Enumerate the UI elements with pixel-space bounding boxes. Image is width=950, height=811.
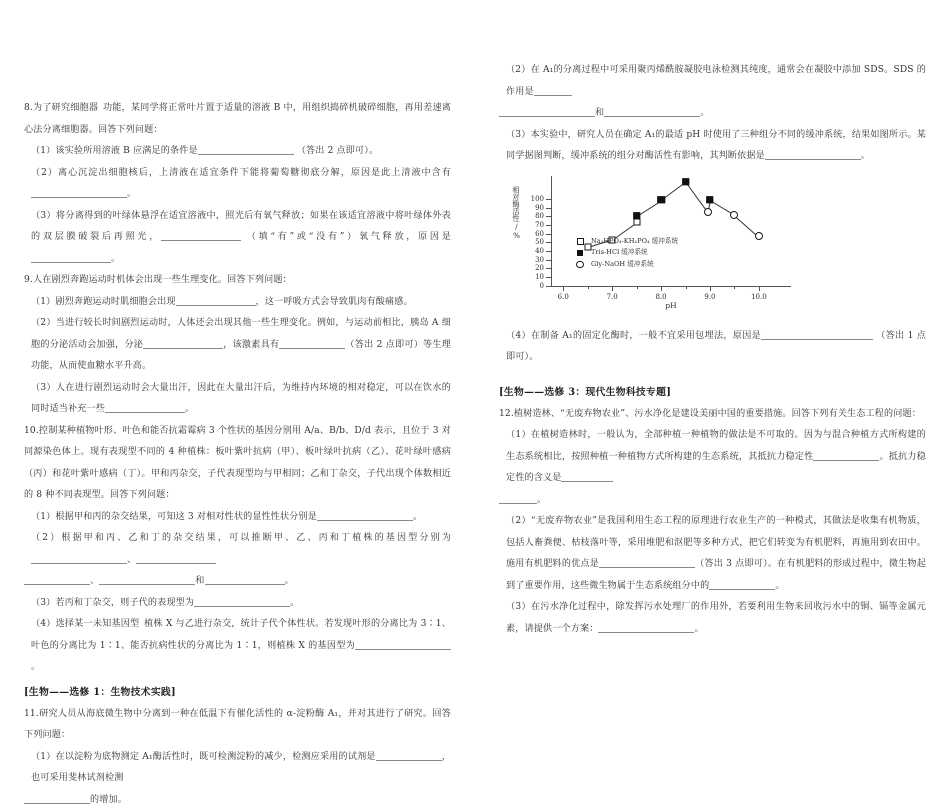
chart-y-tick-label: 90 [535, 204, 544, 212]
question-10-item-3-b: 。 [290, 598, 299, 608]
question-10-item-2-a: （2）根据甲和丙、乙和丁的杂交结果，可以推断甲、乙、丙和丁植株的基因型分别为 [31, 533, 451, 543]
question-10-item-2-c: 、 [90, 576, 99, 586]
answer-blank[interactable] [376, 749, 442, 761]
question-11-item-3-a: （3）本实验中，研究人员在确定 A₁的最适 pH 时使用了三种组分不同的缓冲系统，结果如图所示。某同学据图判断，缓冲系统的组分对酶活性有影响，其判断依据是 [506, 130, 926, 162]
chart-x-axis-title: pH [551, 301, 791, 310]
answer-blank[interactable] [31, 186, 127, 198]
question-10-item-1 [24, 507, 451, 529]
section-header-elective-3: [生物——选修 3：现代生物科技专题] [499, 381, 926, 404]
question-9-item-1 [24, 292, 451, 314]
question-8-item-3-tail: 。 [111, 254, 120, 264]
chart-x-tick-minor [686, 286, 687, 289]
question-9-item-1-a: （1）剧烈奔跑运动时肌细胞会出现 [31, 297, 176, 307]
question-12-item-1-a: （1）在植树造林时，一般认为，全部种植一种植物的做法是不可取的。因为与混合种植方式所构建的生态系统相比，按照种植一种植物方式所构建的生态系统，其抵抗力稳定性 [506, 430, 926, 462]
chart-y-tick-label: 60 [535, 230, 544, 238]
question-9-item-3-b: 。 [185, 404, 194, 414]
question-11-item-4-b: （答出 1 点即可）。 [506, 331, 926, 363]
chart-legend-marker-icon [575, 250, 585, 256]
chart-data-point [706, 196, 714, 204]
question-10-item-2-e: 。 [285, 576, 294, 586]
chart-y-tick-label: 80 [535, 212, 544, 220]
chart-legend [575, 236, 678, 271]
enzyme-activity-ph-chart [513, 172, 813, 322]
chart-x-tick-minor [637, 286, 638, 289]
question-9-stem-text: 9.人在剧烈奔跑运动时机体会出现一些生理变化。回答下列问题： [24, 275, 292, 285]
question-11-item-1-b: ，也可采用斐林试剂检测 [31, 752, 451, 784]
question-12-stem [499, 404, 926, 426]
section-header-elective-1: [生物——选修 1：生物技术实践] [24, 681, 451, 704]
question-11-item-3-b: 。 [861, 151, 870, 161]
question-9-item-2-c: （答出 2 点即可）等生理功能，从而使血糖水平升高。 [31, 340, 451, 372]
question-9-item-2-a: （2）当进行较长时间剧烈运动时，人体还会出现其他一些生理变化。例如，与运动前相比，胰岛 A 细胞的分泌活动会加强，分泌 [31, 318, 451, 350]
chart-data-point [633, 212, 641, 220]
answer-blank[interactable] [31, 552, 127, 564]
question-9-item-2 [24, 313, 451, 378]
chart-y-tick-label: 50 [535, 238, 544, 246]
question-8-item-3-text: （3）将分离得到的叶绿体悬浮在适宜溶液中，照光后有氧气释放；如果在该适宜溶液中将叶绿体外表的双层膜破裂后再照光， [31, 211, 451, 243]
question-10-item-4-b: 。 [31, 662, 40, 672]
question-10-stem-text: 10.控制某种植物叶形、叶色和能否抗霜霉病 3 个性状的基因分别用 A/a、B/b、D/d 表示，且位于 3 对同源染色体上。现有表现型不同的 4 种植株：板叶紫叶抗病（甲）、板叶绿叶抗病（乙）、花叶绿叶感病（丙）和花叶紫叶感病（丁）。甲和丙杂交，子代表现型均与甲相同；乙和丁杂交，子代出现个体数相近的 8 种不同表现型。回答下列问题： [24, 426, 451, 501]
answer-blank[interactable] [355, 638, 451, 650]
question-9-item-2-b: ，该激素具有 [223, 340, 279, 350]
right-column [475, 0, 950, 672]
question-12-item-3-a: （3）在污水净化过程中，除发挥污水处理厂的作用外，若要利用生物来回收污水中的铜、镉等金属元素，请提供一个方案： [506, 602, 926, 634]
answer-blank[interactable] [599, 556, 695, 568]
chart-y-tick-label: 70 [535, 221, 544, 229]
question-11-item-2-b: 和 [595, 108, 604, 118]
question-8-item-1-tail: （答出 2 点即可）。 [297, 146, 378, 156]
spacer [499, 369, 926, 379]
answer-blank[interactable] [765, 148, 861, 160]
answer-blank[interactable] [561, 470, 613, 482]
chart-y-axis-title: 相对酶活性/% [511, 186, 521, 272]
chart-legend-marker-icon [575, 261, 585, 269]
question-8-item-1-text: （1）该实验所用溶液 B 应满足的条件是 [31, 146, 198, 156]
chart-x-tick [661, 286, 662, 291]
question-8-stem-text: 8.为了研究细胞器 功能，某同学将正常叶片置于适量的溶液 B 中，用组织捣碎机破碎细胞，再用差速离心法分离细胞器。回答下列问题： [24, 103, 451, 135]
chart-legend-item [575, 259, 678, 271]
question-12-item-1-b: 。抵抗力稳定性的含义是 [506, 452, 926, 484]
question-10-item-2-b: 、 [127, 555, 136, 565]
answer-blank[interactable] [279, 337, 345, 349]
chart-data-point [657, 196, 665, 204]
question-12-item-2-b: （答出 3 点即可）。在有机肥料的形成过程中，微生物起到了重要作用，这些微生物属于生态系统组分中的 [506, 559, 926, 591]
chart-y-tick-label: 0 [540, 282, 544, 290]
question-12-item-2-a: （2）“无废弃物农业”是我国利用生态工程的原理进行农业生产的一种模式，其做法是收集有机物质，包括人畜粪便、枯枝落叶等，采用堆肥和沤肥等多种方式，把它们转变为有机肥料，再施用到农田中。施用有机肥料的优点是 [506, 516, 926, 569]
question-11-stem-text: 11.研究人员从海底微生物中分离到一种在低温下有催化活性的 α-淀粉酶 A₁，并对其进行了研究。回答下列问题： [24, 709, 451, 741]
question-10-item-3-a: （3）若丙和丁杂交，则子代的表现型为 [31, 598, 194, 608]
question-11-item-3 [499, 125, 926, 168]
chart-x-tick-minor [734, 286, 735, 289]
question-11-stem [24, 704, 451, 747]
chart-y-tick-label: 100 [531, 195, 544, 203]
question-8-item-3 [24, 206, 451, 271]
question-8-stem [24, 98, 451, 141]
answer-blank[interactable] [604, 105, 700, 117]
chart-y-tick-label: 40 [535, 247, 544, 255]
question-11-item-4 [499, 326, 926, 369]
question-12-item-1-c: 。 [537, 495, 546, 505]
question-10-item-4-a: （4）选择某一未知基因型 植株 X 与乙进行杂交，统计子代个体性状。若发现叶形的分离比为 3∶1、叶色的分离比为 1∶1、能否抗病性状的分离比为 1∶1，则植株 X 的基因型为 [31, 619, 451, 651]
chart-legend-label: Na₂HPO₄-KH₂PO₄ 缓冲系统 [591, 236, 678, 248]
question-10-item-2-d: 和 [195, 576, 204, 586]
answer-blank[interactable] [709, 578, 775, 590]
answer-blank[interactable] [534, 84, 572, 96]
answer-blank[interactable] [499, 492, 537, 504]
answer-blank[interactable] [194, 595, 290, 607]
question-12-item-3 [499, 597, 926, 640]
question-10-item-2-cont [24, 571, 451, 593]
question-12-item-2 [499, 511, 926, 597]
question-11-item-1-cont [24, 790, 451, 811]
chart-x-tick [612, 286, 613, 291]
question-12-item-3-b: 。 [694, 624, 703, 634]
chart-y-tick-label: 30 [535, 256, 544, 264]
chart-x-tick [759, 286, 760, 291]
chart-x-tick [563, 286, 564, 291]
answer-blank[interactable] [24, 792, 90, 804]
question-9-stem [24, 270, 451, 292]
question-12-item-2-c: 。 [775, 581, 784, 591]
answer-blank[interactable] [813, 449, 879, 461]
question-11-item-2 [499, 60, 926, 103]
left-column [0, 0, 475, 672]
chart-legend-item [575, 247, 678, 259]
chart-y-tick-label: 20 [535, 264, 544, 272]
answer-blank[interactable] [24, 573, 90, 585]
answer-blank[interactable] [761, 328, 873, 340]
chart-x-tick-label: 9.0 [704, 293, 715, 301]
chart-data-point [755, 232, 763, 240]
question-11-item-2-c: 。 [700, 108, 709, 118]
chart-data-point [633, 219, 640, 226]
answer-blank[interactable] [105, 401, 185, 413]
chart-legend-item [575, 236, 678, 248]
question-11-item-2-a: （2）在 A₁的分离过程中可采用聚丙烯酰胺凝胶电泳检测其纯度，通常会在凝胶中添加 SDS。SDS 的作用是 [506, 65, 926, 97]
answer-blank[interactable] [198, 143, 294, 155]
chart-legend-marker-icon [575, 238, 585, 245]
chart-x-tick-label: 10.0 [751, 293, 767, 301]
chart-data-point [730, 211, 738, 219]
chart-x-tick-minor [588, 286, 589, 289]
question-12-item-1-cont [499, 490, 926, 512]
answer-blank[interactable] [136, 552, 216, 564]
question-10-item-2 [24, 528, 451, 571]
chart-data-point [682, 178, 690, 186]
question-8-item-1 [24, 141, 451, 163]
chart-x-tick-label: 8.0 [655, 293, 666, 301]
question-10-item-1-a: （1）根据甲和丙的杂交结果，可知这 3 对相对性状的显性性状分别是 [31, 512, 317, 522]
question-8-item-3-mid: （填“有”或“没有”）氧气释放，原因是 [247, 232, 451, 242]
question-10-item-3 [24, 593, 451, 615]
chart-legend-label: Tris-HCl 缓冲系统 [591, 247, 648, 259]
chart-x-tick [710, 286, 711, 291]
question-8-item-2: （2）离心沉淀出细胞核后，上清液在适宜条件下能将葡萄糖彻底分解，原因是此上清液中含有。 [24, 163, 451, 206]
question-8-item-2-text: （2）离心沉淀出细胞核后，上清液在适宜条件下能将葡萄糖彻底分解，原因是此上清液中含有 [31, 168, 451, 178]
question-9-item-1-b: ，这一呼吸方式会导致肌肉有酸痛感。 [256, 297, 413, 307]
answer-blank[interactable] [161, 229, 241, 241]
question-10-item-4 [24, 614, 451, 679]
question-12-item-1 [499, 425, 926, 490]
question-11-item-1 [24, 747, 451, 790]
question-11-item-4-a: （4）在制备 A₁的固定化酶时，一般不宜采用包埋法，原因是 [506, 331, 761, 341]
chart-x-tick-label: 7.0 [607, 293, 618, 301]
answer-blank[interactable] [598, 621, 694, 633]
question-10-stem [24, 421, 451, 507]
question-11-item-1-c: 的增加。 [90, 795, 127, 805]
chart-data-point [704, 208, 712, 216]
answer-blank[interactable] [205, 573, 285, 585]
chart-x-tick-label: 6.0 [558, 293, 569, 301]
question-9-item-3-a: （3）人在进行剧烈运动时会大量出汗，因此在大量出汗后，为维持内环境的相对稳定，可以在饮水的同时适当补充一些 [31, 383, 451, 415]
chart-legend-label: Gly-NaOH 缓冲系统 [591, 259, 654, 271]
chart-x-axis [551, 286, 791, 287]
question-12-stem-text: 12.植树造林、“无废弃物农业”、污水净化是建设美丽中国的重要措施。回答下列有关生态工程的问题： [499, 409, 921, 419]
answer-blank[interactable] [317, 509, 413, 521]
question-11-item-2-cont [499, 103, 926, 125]
answer-blank[interactable] [176, 294, 256, 306]
answer-blank[interactable] [143, 337, 223, 349]
question-10-item-1-b: 。 [413, 512, 422, 522]
answer-blank[interactable] [99, 573, 195, 585]
answer-blank[interactable] [31, 251, 111, 263]
question-11-item-1-a: （1）在以淀粉为底物测定 A₁酶活性时，既可检测淀粉的减少，检测应采用的试剂是 [31, 752, 376, 762]
chart-y-tick-label: 10 [535, 273, 544, 281]
question-9-item-3 [24, 378, 451, 421]
answer-blank[interactable] [499, 105, 595, 117]
